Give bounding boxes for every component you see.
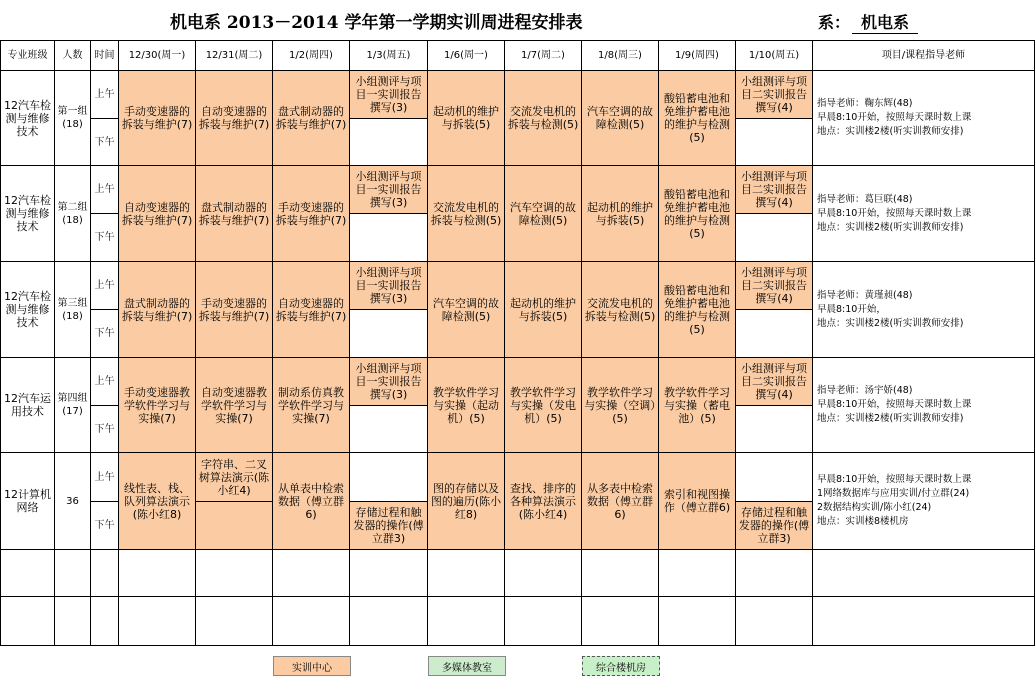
header-day-6-text: 1/7(周二) bbox=[521, 49, 565, 61]
header-day-3-text: 1/2(周四) bbox=[289, 49, 333, 61]
group-remarks-text: 指导老师：黄瑾昶(48) 早晨8:10开始， 地点：实训楼2楼(听实训教师安排) bbox=[817, 289, 964, 329]
activity-cell-text: 索引和视图操作（傅立群6) bbox=[663, 488, 731, 514]
group-class-text: 12计算机网络 bbox=[4, 488, 51, 514]
group-remarks-text: 指导老师：汤宇娇(48) 早晨8:10开始，按照每天课时数上课 地点：实训楼2楼(听实训教师安排) bbox=[817, 385, 972, 424]
header-day-2 bbox=[196, 40, 273, 71]
group-remarks bbox=[813, 166, 1035, 262]
pm-label-text: 下午 bbox=[94, 423, 115, 435]
schedule-table bbox=[0, 40, 1035, 646]
activity-cell-text: 查找、排序的各种算法演示(陈小红4) bbox=[510, 481, 576, 521]
empty-cell bbox=[736, 453, 813, 502]
activity-cell bbox=[119, 166, 196, 262]
activity-cell-text: 汽车空调的故障检测(5) bbox=[510, 200, 576, 227]
activity-cell-text: 从单表中检索数据（傅立群6) bbox=[278, 481, 344, 521]
pm-label-text: 下午 bbox=[94, 328, 115, 339]
activity-cell-text: 小组测评与项目一实训报告撰写(3) bbox=[355, 266, 422, 305]
group-remarks-text: 指导老师：鞠东辉(48) 早晨8:10开始，按照每天课时数上课 地点：实训楼2楼(听实训教师安排) bbox=[817, 98, 972, 137]
empty-cell bbox=[350, 310, 428, 358]
empty-cell bbox=[736, 214, 813, 262]
activity-cell-text: 自动变速器的拆装与维护(7) bbox=[198, 105, 270, 131]
am-label-text: 上午 bbox=[94, 89, 115, 100]
legend-multimedia-room: 多媒体教室 bbox=[428, 656, 506, 676]
activity-cell bbox=[659, 262, 736, 358]
empty-cell bbox=[736, 597, 813, 646]
header-class bbox=[0, 40, 55, 71]
header-day-4-text: 1/3(周五) bbox=[366, 49, 411, 61]
activity-cell-text: 盘式制动器的拆装与维护(7) bbox=[121, 296, 193, 323]
activity-cell-text: 自动变速器的拆装与维护(7) bbox=[121, 200, 193, 227]
group-remarks bbox=[813, 262, 1035, 358]
activity-cell-text: 小组测评与项目二实训报告撰写(4) bbox=[741, 266, 807, 305]
activity-cell-text: 起动机的维护与拆装(5) bbox=[510, 296, 576, 323]
header-time bbox=[91, 40, 119, 71]
activity-cell-text: 小组测评与项目二实训报告撰写(4) bbox=[741, 170, 807, 209]
group-class bbox=[0, 71, 55, 166]
activity-cell-text: 从多表中检索数据（傅立群6) bbox=[587, 481, 653, 521]
activity-cell bbox=[582, 71, 659, 166]
empty-cell bbox=[55, 597, 91, 646]
empty-cell bbox=[428, 597, 505, 646]
activity-cell bbox=[505, 358, 582, 453]
group-class-text: 12汽车检测与维修技术 bbox=[4, 98, 51, 138]
am-label-text: 上午 bbox=[94, 184, 115, 195]
department-value: 机电系 bbox=[852, 10, 918, 34]
empty-cell bbox=[196, 597, 273, 646]
activity-cell-text: 酸铅蓄电池和免维护蓄电池的维护与检测(5) bbox=[664, 187, 730, 240]
header-day-9 bbox=[736, 40, 813, 71]
header-day-3 bbox=[273, 40, 350, 71]
group-count-text: 第一组 (18) bbox=[57, 106, 88, 130]
activity-cell-text: 教学软件学习与实操（发电机）(5) bbox=[510, 385, 576, 425]
group-count-text: 第二组 (18) bbox=[57, 201, 88, 226]
activity-cell bbox=[582, 262, 659, 358]
activity-cell bbox=[428, 71, 505, 166]
am-label bbox=[91, 166, 119, 214]
empty-cell bbox=[736, 406, 813, 453]
activity-cell-text: 教学软件学习与实操（起动机）(5) bbox=[433, 385, 499, 425]
activity-cell-text: 汽车空调的故障检测(5) bbox=[587, 105, 653, 131]
activity-cell bbox=[428, 453, 505, 550]
header-remarks bbox=[813, 40, 1035, 71]
empty-cell bbox=[55, 550, 91, 597]
activity-cell bbox=[582, 166, 659, 262]
page-title: 机电系 2013－2014 学年第一学期实训周进程安排表 bbox=[170, 13, 583, 33]
activity-cell-text: 小组测评与项目二实训报告撰写(4) bbox=[741, 75, 807, 114]
empty-cell bbox=[736, 310, 813, 358]
group-class bbox=[0, 358, 55, 453]
activity-cell bbox=[196, 453, 273, 502]
activity-cell bbox=[582, 453, 659, 550]
activity-cell-pm bbox=[196, 502, 273, 550]
activity-cell bbox=[736, 262, 813, 310]
activity-cell-text: 手动变速器的拆装与维护(7) bbox=[198, 296, 270, 323]
empty-cell bbox=[350, 214, 428, 262]
empty-cell bbox=[736, 550, 813, 597]
activity-cell bbox=[350, 166, 428, 214]
empty-cell bbox=[119, 550, 196, 597]
empty-cell bbox=[659, 550, 736, 597]
activity-cell bbox=[736, 71, 813, 119]
activity-cell bbox=[659, 453, 736, 550]
activity-cell bbox=[196, 262, 273, 358]
activity-cell bbox=[505, 262, 582, 358]
activity-cell-text: 图的存储以及图的遍历(陈小红8) bbox=[430, 481, 502, 521]
activity-cell bbox=[119, 358, 196, 453]
am-label bbox=[91, 358, 119, 406]
activity-cell bbox=[505, 166, 582, 262]
group-count bbox=[55, 358, 91, 453]
activity-cell bbox=[428, 262, 505, 358]
legend-training-center: 实训中心 bbox=[273, 656, 351, 676]
header-day-7 bbox=[582, 40, 659, 71]
header-time-text: 时间 bbox=[94, 49, 115, 61]
group-count-text: 36 bbox=[66, 495, 79, 507]
empty-cell bbox=[91, 550, 119, 597]
activity-cell bbox=[196, 166, 273, 262]
activity-cell bbox=[736, 358, 813, 406]
activity-cell bbox=[659, 166, 736, 262]
empty-cell bbox=[350, 597, 428, 646]
activity-cell bbox=[582, 358, 659, 453]
activity-cell-text: 线性表、栈、队列算法演示(陈小红8) bbox=[124, 481, 190, 521]
title-row bbox=[0, 0, 1035, 41]
activity-cell-text: 盘式制动器的拆装与维护(7) bbox=[198, 200, 270, 227]
group-count bbox=[55, 262, 91, 358]
activity-cell bbox=[273, 358, 350, 453]
activity-cell bbox=[428, 358, 505, 453]
am-label bbox=[91, 262, 119, 310]
activity-cell bbox=[736, 502, 813, 550]
group-count bbox=[55, 166, 91, 262]
header-day-8 bbox=[659, 40, 736, 71]
activity-cell bbox=[273, 262, 350, 358]
activity-cell-text: 酸铅蓄电池和免维护蓄电池的维护与检测(5) bbox=[664, 283, 730, 336]
empty-cell bbox=[273, 550, 350, 597]
activity-cell bbox=[505, 453, 582, 550]
empty-cell bbox=[119, 597, 196, 646]
empty-cell bbox=[428, 550, 505, 597]
pm-label-text: 下午 bbox=[94, 520, 115, 531]
empty-cell bbox=[196, 550, 273, 597]
activity-cell bbox=[119, 71, 196, 166]
pm-label bbox=[91, 119, 119, 166]
activity-cell-text: 手动变速器的拆装与维护(7) bbox=[275, 200, 347, 227]
empty-cell bbox=[91, 597, 119, 646]
activity-cell-text: 存储过程和触发器的操作(傅立群3) bbox=[353, 506, 424, 545]
group-count bbox=[55, 71, 91, 166]
activity-cell bbox=[350, 262, 428, 310]
empty-cell bbox=[350, 453, 428, 502]
activity-cell bbox=[350, 71, 428, 119]
am-label-text: 上午 bbox=[94, 280, 115, 291]
activity-cell-text: 交流发电机的拆装与检测(5) bbox=[507, 105, 579, 131]
empty-cell bbox=[813, 597, 1035, 646]
pm-label bbox=[91, 214, 119, 262]
group-remarks bbox=[813, 71, 1035, 166]
empty-cell bbox=[273, 597, 350, 646]
group-class bbox=[0, 262, 55, 358]
header-remarks-text: 项目/课程指导老师 bbox=[881, 49, 966, 61]
am-label bbox=[91, 71, 119, 119]
group-remarks-text: 早晨8:10开始，按照每天课时数上课 1网络数据库与应用实训/付立群(24) 2数据结构实训/陈小红(24) 地点：实训楼8楼机房 bbox=[817, 474, 972, 527]
empty-cell bbox=[659, 597, 736, 646]
activity-cell-text: 教学软件学习与实操（空调）(5) bbox=[584, 385, 656, 425]
activity-cell-text: 起动机的维护与拆装(5) bbox=[433, 105, 499, 131]
header-day-7-text: 1/8(周三) bbox=[598, 49, 642, 61]
activity-cell bbox=[659, 358, 736, 453]
pm-label-text: 下午 bbox=[94, 136, 115, 148]
group-remarks bbox=[813, 453, 1035, 550]
group-count-text: 第三组 (18) bbox=[57, 297, 88, 322]
header-day-2-text: 12/31(周二) bbox=[205, 49, 263, 61]
pm-label bbox=[91, 502, 119, 550]
group-remarks-text: 指导老师：葛巨联(48) 早晨8:10开始，按照每天课时数上课 地点：实训楼2楼(听实训教师安排) bbox=[817, 193, 972, 233]
activity-cell bbox=[196, 358, 273, 453]
activity-cell bbox=[119, 262, 196, 358]
header-day-6 bbox=[505, 40, 582, 71]
activity-cell bbox=[273, 453, 350, 550]
activity-cell-text: 字符串、二叉树算法演示(陈小红4) bbox=[198, 457, 270, 497]
activity-cell-text: 制动系仿真教学软件学习与实操(7) bbox=[278, 385, 344, 425]
group-class bbox=[0, 453, 55, 550]
header-count bbox=[55, 40, 91, 71]
header-class-text: 专业班级 bbox=[7, 49, 48, 61]
header-count-text: 人数 bbox=[62, 49, 83, 61]
empty-cell bbox=[0, 550, 55, 597]
pm-label-text: 下午 bbox=[94, 232, 115, 243]
activity-cell-text: 手动变速器教学软件学习与实操(7) bbox=[124, 385, 190, 425]
activity-cell bbox=[736, 166, 813, 214]
legend-computer-lab: 综合楼机房 bbox=[582, 656, 660, 676]
activity-cell bbox=[273, 71, 350, 166]
activity-cell bbox=[659, 71, 736, 166]
am-label-text: 上午 bbox=[94, 376, 115, 387]
group-count bbox=[55, 453, 91, 550]
activity-cell-text: 小组测评与项目一实训报告撰写(3) bbox=[355, 362, 422, 401]
group-class-text: 12汽车检测与维修技术 bbox=[4, 290, 51, 329]
empty-cell bbox=[736, 119, 813, 166]
group-class-text: 12汽车检测与维修技术 bbox=[4, 194, 51, 233]
activity-cell-text: 酸铅蓄电池和免维护蓄电池的维护与检测(5) bbox=[664, 92, 730, 144]
header-day-5-text: 1/6(周一) bbox=[444, 49, 488, 61]
header-day-5 bbox=[428, 40, 505, 71]
header-day-8-text: 1/9(周四) bbox=[675, 49, 719, 61]
am-label-text: 上午 bbox=[94, 471, 115, 483]
activity-cell bbox=[273, 166, 350, 262]
empty-cell bbox=[350, 550, 428, 597]
activity-cell-text: 交流发电机的拆装与检测(5) bbox=[430, 200, 502, 227]
activity-cell-text: 存储过程和触发器的操作(傅立群3) bbox=[738, 506, 810, 545]
activity-cell-text: 自动变速器的拆装与维护(7) bbox=[275, 296, 347, 323]
group-class bbox=[0, 166, 55, 262]
activity-cell-text: 手动变速器的拆装与维护(7) bbox=[121, 105, 193, 131]
activity-cell-text: 起动机的维护与拆装(5) bbox=[587, 200, 653, 227]
activity-cell-text: 教学软件学习与实操（蓄电池）(5) bbox=[664, 385, 730, 425]
empty-cell bbox=[350, 406, 428, 453]
empty-cell bbox=[0, 597, 55, 646]
empty-cell bbox=[505, 597, 582, 646]
am-label bbox=[91, 453, 119, 502]
group-remarks bbox=[813, 358, 1035, 453]
activity-cell bbox=[350, 502, 428, 550]
activity-cell-text: 小组测评与项目二实训报告撰写(4) bbox=[741, 362, 807, 401]
header-day-4 bbox=[350, 40, 428, 71]
header-day-9-text: 1/10(周五) bbox=[748, 49, 800, 61]
activity-cell bbox=[196, 71, 273, 166]
group-count-text: 第四组 (17) bbox=[57, 393, 88, 417]
empty-cell bbox=[505, 550, 582, 597]
legend bbox=[0, 652, 1035, 681]
pm-label bbox=[91, 406, 119, 453]
activity-cell-text: 汽车空调的故障检测(5) bbox=[433, 296, 499, 323]
pm-label bbox=[91, 310, 119, 358]
activity-cell-text: 小组测评与项目一实训报告撰写(3) bbox=[355, 75, 422, 114]
activity-cell bbox=[350, 358, 428, 406]
activity-cell-text: 盘式制动器的拆装与维护(7) bbox=[275, 105, 347, 131]
empty-cell bbox=[582, 597, 659, 646]
activity-cell bbox=[428, 166, 505, 262]
activity-cell bbox=[119, 453, 196, 550]
empty-cell bbox=[813, 550, 1035, 597]
activity-cell-text: 自动变速器教学软件学习与实操(7) bbox=[201, 385, 267, 425]
group-class-text: 12汽车运用技术 bbox=[4, 392, 51, 418]
empty-cell bbox=[350, 119, 428, 166]
activity-cell-text: 小组测评与项目一实训报告撰写(3) bbox=[355, 170, 422, 209]
activity-cell-text: 交流发电机的拆装与检测(5) bbox=[584, 296, 656, 323]
department-label: 系： bbox=[818, 13, 851, 32]
activity-cell bbox=[505, 71, 582, 166]
empty-cell bbox=[582, 550, 659, 597]
header-day-1 bbox=[119, 40, 196, 71]
header-day-1-text: 12/30(周一) bbox=[128, 49, 186, 61]
